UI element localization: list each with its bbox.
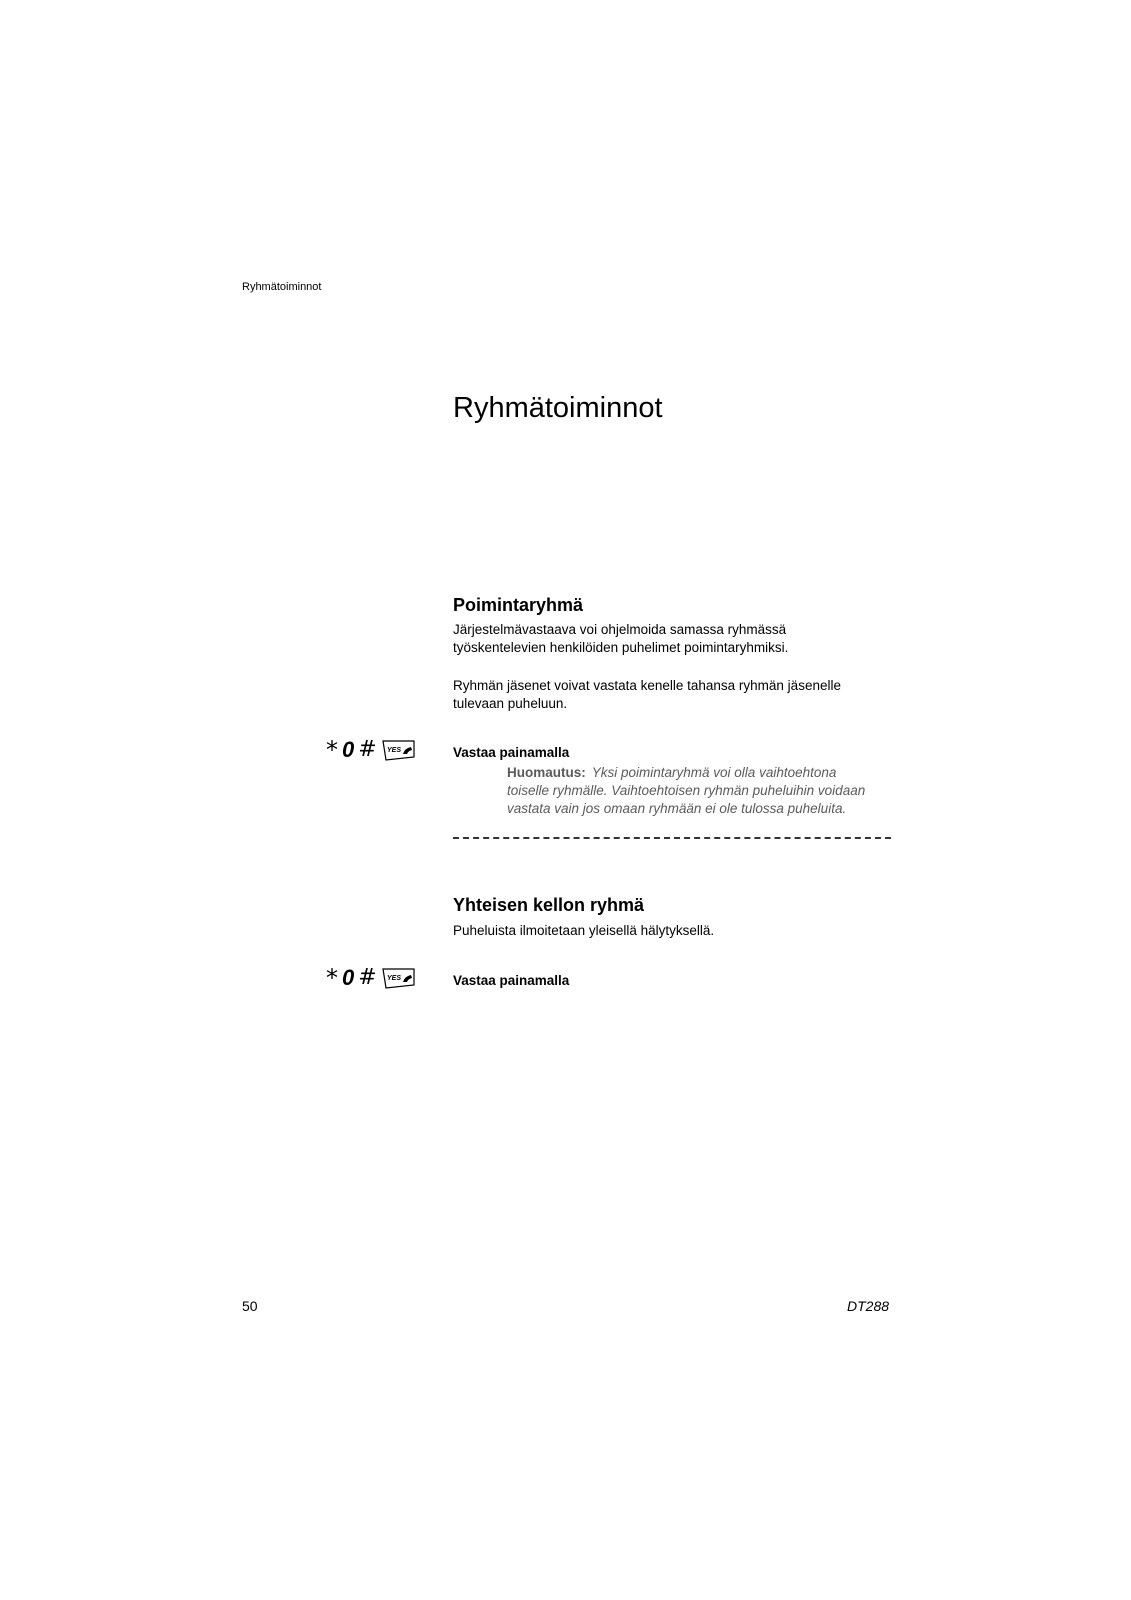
yes-key-label: YES xyxy=(386,975,401,982)
yes-key-label: YES xyxy=(386,747,401,754)
note-label: Huomautus: xyxy=(507,765,586,780)
action-answer-label: Vastaa painamalla xyxy=(453,973,570,988)
section1-p2-line2: tulevaan puheluun. xyxy=(453,696,568,711)
section1-p2-line1: Ryhmän jäsenet voivat vastata kenelle tahansa ryhmän jäsenelle xyxy=(453,678,841,693)
section2-paragraph: Puheluista ilmoitetaan yleisellä hälytyksellä. xyxy=(453,923,715,938)
chapter-title: Ryhmätoiminnot xyxy=(453,392,663,424)
note-line3: vastata vain jos omaan ryhmään ei ole tulossa puheluita. xyxy=(507,801,847,816)
hash-key-icon: # xyxy=(358,965,377,990)
key-sequence xyxy=(326,966,417,990)
hash-key-icon: # xyxy=(358,737,377,762)
yes-key-icon xyxy=(381,738,417,762)
section-divider xyxy=(453,837,891,839)
note-line2: toiselle ryhmälle. Vaihtoehtoisen ryhmän puheluihin voidaan xyxy=(507,783,866,798)
section1-p1-line2: työskentelevien henkilöiden puhelimet poimintaryhmiksi. xyxy=(453,640,789,655)
note-line1: Yksi poimintaryhmä voi olla vaihtoehtona xyxy=(591,765,837,780)
yes-key-icon xyxy=(381,966,417,990)
section-heading-yhteisen-kellon-ryhma: Yhteisen kellon ryhmä xyxy=(453,895,645,915)
document-id: DT288 xyxy=(847,1298,890,1314)
zero-key-icon: 0 xyxy=(342,965,355,990)
section1-p1-line1: Järjestelmävastaava voi ohjelmoida samassa ryhmässä xyxy=(453,622,787,637)
note-block xyxy=(507,764,897,818)
section-heading-poimintaryhma: Poimintaryhmä xyxy=(453,595,584,615)
zero-key-icon: 0 xyxy=(342,737,355,762)
section1-paragraph-1 xyxy=(453,621,893,657)
action-answer-label: Vastaa painamalla xyxy=(453,745,570,760)
key-sequence xyxy=(326,738,417,762)
running-head: Ryhmätoiminnot xyxy=(242,281,322,293)
page-number: 50 xyxy=(242,1298,258,1314)
star-key-icon: * xyxy=(326,736,338,764)
section1-paragraph-2 xyxy=(453,677,893,713)
star-key-icon: * xyxy=(326,964,338,992)
